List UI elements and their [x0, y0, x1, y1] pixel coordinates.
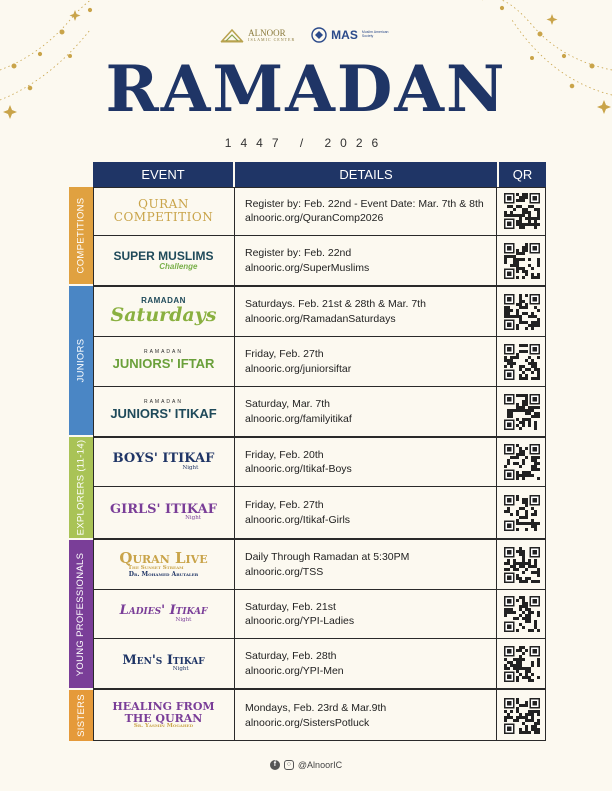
section-label-competitions: COMPETITIONS — [69, 187, 93, 284]
event-link[interactable]: alnooric.org/Itikaf-Boys — [245, 463, 352, 475]
table-row — [93, 285, 546, 336]
qr-code[interactable] — [497, 387, 546, 436]
section-label-sisters: SISTERS — [69, 690, 93, 741]
table-row — [93, 336, 546, 386]
mosque-icon — [220, 26, 244, 44]
event-link[interactable]: alnooric.org/RamadanSaturdays — [245, 312, 396, 325]
event-detail-date: Saturday, Feb. 28th — [245, 650, 337, 663]
event-detail-date: Saturday, Feb. 21st — [245, 600, 336, 613]
mas-logo — [311, 27, 392, 43]
page-subtitle: 1447 / 2026 — [224, 136, 388, 150]
mas-logo-text: MAS — [331, 28, 358, 42]
section-label-young-professionals: YOUNG PROFESSIONALS — [69, 540, 93, 688]
event-link[interactable]: alnooric.org/Itikaf-Girls — [245, 513, 351, 526]
event-logo-quran-competition: QURAN COMPETITION — [113, 197, 214, 224]
table-row — [93, 486, 546, 538]
qr-code[interactable] — [497, 487, 546, 538]
table-row — [93, 688, 546, 741]
event-detail-date: Saturday, Mar. 7th — [245, 398, 331, 411]
section-label-explorers: EXPLORERS (11-14) — [69, 437, 93, 538]
qr-code[interactable] — [497, 540, 546, 589]
social-handle[interactable]: @AlnoorIC — [297, 760, 343, 770]
event-logo-ladies-itikaf: Ladies' Itikaf Night — [119, 603, 208, 623]
table-row — [93, 589, 546, 638]
table-row — [93, 538, 546, 589]
event-detail-date: Saturdays. Feb. 21st & 28th & Mar. 7th — [245, 298, 426, 311]
table-row — [93, 638, 546, 688]
column-header-details: DETAILS — [235, 162, 497, 187]
event-link[interactable]: alnooric.org/SistersPotluck — [245, 716, 370, 729]
event-detail-date: Friday, Feb. 27th — [245, 499, 324, 512]
qr-code[interactable] — [497, 590, 546, 638]
event-link[interactable]: alnooric.org/juniorsiftar — [245, 362, 352, 375]
event-logo-quran-live: Quran Live The Sunset Stream Dr. Mohamed Abutaleb — [119, 548, 208, 579]
event-detail-date: Friday, Feb. 27th — [245, 348, 324, 361]
mas-emblem-icon — [311, 27, 327, 43]
event-detail-date: Register by: Feb. 22nd — [245, 247, 352, 260]
page-title: RAMADAN — [105, 52, 507, 127]
qr-code[interactable] — [497, 287, 546, 336]
alnoor-logo — [220, 26, 295, 44]
column-header-qr: QR — [499, 162, 546, 187]
column-header-event: EVENT — [93, 162, 233, 187]
event-link[interactable]: alnooric.org/YPI-Ladies — [245, 615, 355, 627]
table-row — [93, 187, 546, 235]
event-detail-date: Daily Through Ramadan at 5:30PM — [245, 551, 410, 564]
facebook-icon[interactable]: f — [270, 760, 280, 770]
event-logo-juniors-itikaf: RAMADAN JUNIORS' ITIKAF — [110, 399, 217, 421]
qr-code[interactable] — [497, 639, 546, 688]
event-logo-ramadan-saturdays: RAMADAN Saturdays — [110, 296, 217, 326]
table-row — [93, 235, 546, 285]
event-logo-super-muslims: SUPER MUSLIMS Challenge — [113, 249, 214, 271]
table-row — [93, 386, 546, 436]
section-label-juniors: JUNIORS — [69, 286, 93, 435]
footer — [0, 760, 612, 770]
event-link[interactable]: alnooric.org/YPI-Men — [245, 664, 344, 677]
qr-code[interactable] — [497, 438, 546, 486]
event-detail-date: Register by: Feb. 22nd - Event Date: Mar. 7th & 8th — [245, 197, 484, 210]
instagram-icon[interactable]: ○ — [284, 760, 294, 770]
event-link[interactable]: alnooric.org/familyitikaf — [245, 412, 352, 425]
table-row — [93, 436, 546, 486]
alnoor-logo-subtext: ISLAMIC CENTER — [248, 36, 296, 42]
event-logo-boys-itikaf: BOYS' ITIKAF Night — [112, 451, 215, 471]
qr-code[interactable] — [497, 337, 546, 386]
qr-code[interactable] — [497, 236, 546, 285]
event-detail-date: Friday, Feb. 20th — [245, 448, 324, 461]
event-logo-mens-itikaf: Men's Itikaf Night — [122, 652, 205, 673]
event-logo-healing-from-the-quran: HEALING FROM THE QURAN Sr. Yasmin Mogahed — [112, 700, 215, 730]
event-detail-date: Mondays, Feb. 23rd & Mar.9th — [245, 702, 387, 715]
logo-bar — [0, 26, 612, 44]
event-link[interactable]: alnooric.org/TSS — [245, 565, 324, 578]
event-link[interactable]: alnooric.org/SuperMuslims — [245, 261, 370, 274]
alnoor-logo-text: ALNOOR — [248, 27, 286, 38]
qr-code[interactable] — [497, 187, 546, 235]
event-logo-juniors-iftar: RAMADAN JUNIORS' IFTAR — [112, 349, 215, 371]
mas-logo-subtext: Muslim American Society — [361, 30, 389, 38]
event-link[interactable]: alnooric.org/QuranComp2026 — [245, 212, 384, 224]
event-logo-girls-itikaf: GIRLS' ITIKAF Night — [110, 501, 217, 522]
qr-code[interactable] — [497, 690, 546, 741]
